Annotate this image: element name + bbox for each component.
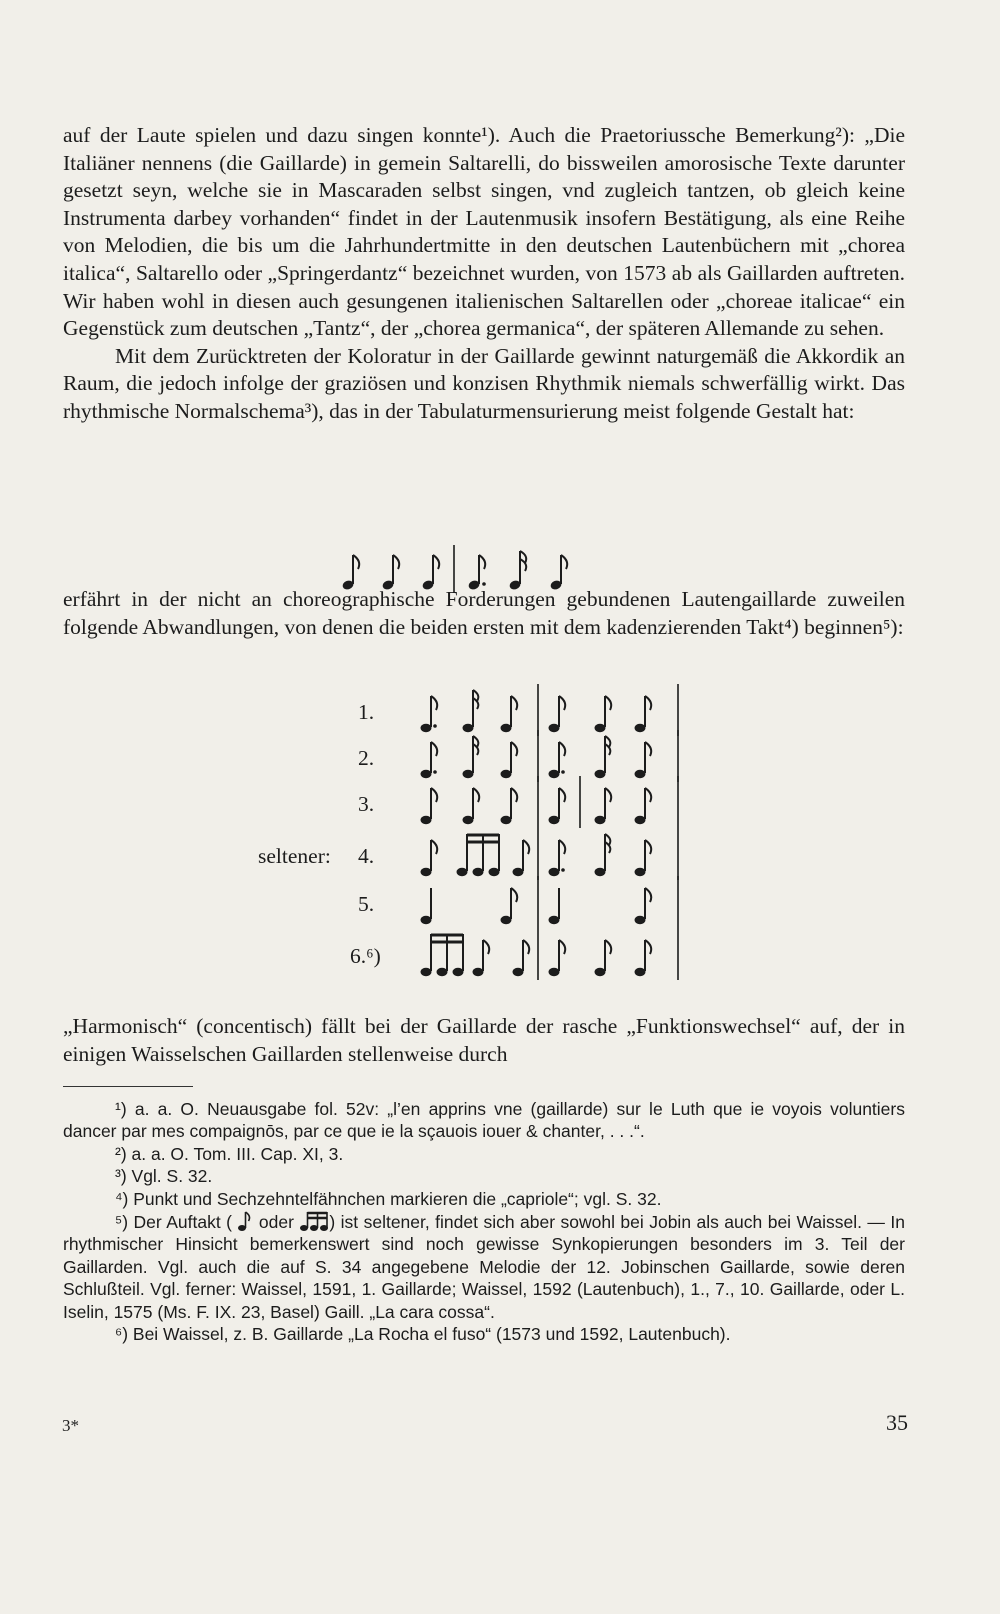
variant-label-2: 2. <box>358 746 375 770</box>
footnote-5-part-a: ⁵) Der Auftakt ( <box>115 1212 232 1233</box>
footnote-5-part-b: oder <box>258 1212 294 1233</box>
variant-notes-4 <box>420 832 700 884</box>
eighth-note-icon <box>237 1210 253 1232</box>
footnote-6: ⁶) Bei Waissel, z. B. Gaillarde „La Rocha el fuso“ (1573 und 1592, Lautenbuch). <box>115 1324 731 1345</box>
footnote-3: ³) Vgl. S. 32. <box>115 1166 213 1187</box>
paragraph-2: Mit dem Zurücktreten der Koloratur in der Gaillarde gewinnt naturgemäß die Akkordik an Raum, die jedoch infolge der graziösen und konzisen Rhythmik niemals schwerfällig wirkt. Das rhythmische Normalschema³), das in der Tabulaturmensurierung meist folgende Gestalt hat: <box>63 343 905 423</box>
variant-notes-5 <box>420 880 700 932</box>
main-text <box>63 122 905 426</box>
footnote-divider <box>63 1086 193 1087</box>
variant-label-3: 3. <box>358 792 375 816</box>
variant-notes-1 <box>420 688 700 740</box>
footnote-1: ¹) a. a. O. Neuausgabe fol. 52v: „l’en apprins vne (gaillarde) sur le Luth que ie voyois voluntiers dancer par mes compaignōs, par ce que ie la sçauois iouer & chanter, . . .“. <box>63 1099 905 1142</box>
footnote-5-part-c: ) ist seltener, findet sich aber sowohl bei Jobin als auch bei Waissel. — In rhythmischer Hinsicht bemerkenswert sind noch gewisse Synkopierungen besonders im 3. Teil der Gaillarden. Vgl. auch die auf S. 34 angegebene Melodie der 12. Jobinschen Gaillarde, sowie deren Schlußteil. Vgl. ferner: Waissel, 1591, 1. Gaillarde; Waissel, 1592 (Lautenbuch), 1., 7., 10. Gaillarde, oder L. Iselin, 1575 (Ms. F. IX. 23, Basel) Gaill. „La cara cossa“. <box>63 1212 905 1322</box>
variant-notes-3 <box>420 780 700 832</box>
footnote-4: ⁴) Punkt und Sechzehntelfähnchen markieren die „capriole“; vgl. S. 32. <box>115 1188 662 1209</box>
variant-notes-2 <box>420 734 700 786</box>
variant-label-5: 5. <box>358 892 375 916</box>
page-number: 35 <box>886 1410 908 1435</box>
paragraph-4: „Harmonisch“ (concentisch) fällt bei der Gaillarde der rasche „Funktionswechsel“ auf, der in einigen Waisselschen Gaillarden stellenweise durch <box>63 1014 905 1066</box>
variant-label-1: 1. <box>358 700 375 724</box>
footnotes <box>63 1098 905 1345</box>
variant-rare-label: seltener: <box>258 844 331 868</box>
footnote-2: ²) a. a. O. Tom. III. Cap. XI, 3. <box>115 1143 344 1164</box>
variant-label-4: 4. <box>358 844 375 868</box>
paragraph-3: erfährt in der nicht an choreographische Forderungen gebundenen Lautengaillarde zuweilen folgende Abwandlungen, von denen die beiden ersten mit dem kadenzierenden Takt⁴) beginnen⁵): <box>63 587 905 639</box>
variant-label-6: 6.⁶) <box>350 944 381 968</box>
sixteenth-group-icon <box>299 1210 329 1232</box>
signature-mark: 3* <box>62 1416 79 1435</box>
main-text-2 <box>63 586 905 641</box>
variant-notes-6 <box>420 932 700 984</box>
main-text-3 <box>63 1013 905 1068</box>
paragraph-1: auf der Laute spielen und dazu singen konnte¹). Auch die Praetoriussche Bemerkung²): „Die Italiäner nennens (die Gaillarde) in gemein Saltarelli, do bissweilen amorosische Texte darunter gesetzt seyn, welche sie in Mascaraden selbst singen, vnd zugleich tantzen, ob gleich keine Instrumenta darbey vorhanden“ findet in der Lautenmusik insofern Bestätigung, als eine Reihe von Melodien, die bis um die Jahrhundertmitte in den deutschen Lautenbüchern mit „chorea italica“, Saltarello oder „Springerdantz“ bezeichnet wurden, von 1573 ab als Gaillarden auftreten. Wir haben wohl in diesen auch gesungenen italienischen Saltarellen oder „choreae italicae“ ein Gegenstück zum deutschen „Tantz“, der „chorea germanica“, der späteren Allemande zu sehen. <box>63 123 905 341</box>
variant-row-6 <box>0 944 1000 994</box>
rhythm-variants <box>0 700 1000 1020</box>
footnote-5 <box>63 1210 905 1323</box>
